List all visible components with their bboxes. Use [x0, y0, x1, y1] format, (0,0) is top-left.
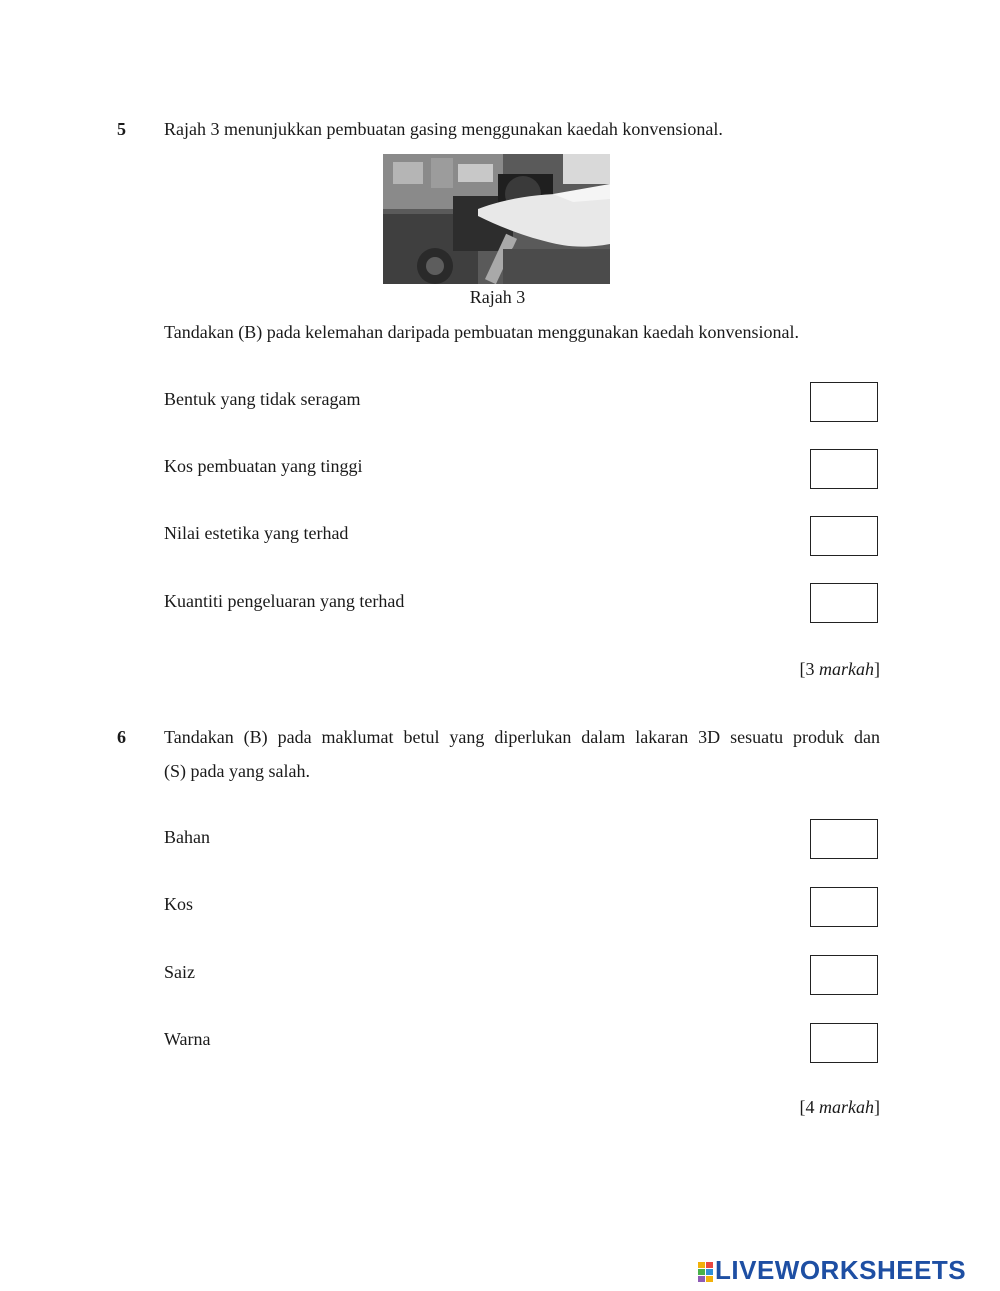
q6-answer-box-3[interactable]: [810, 955, 878, 995]
liveworksheets-logo-text: LIVEWORKSHEETS: [715, 1255, 967, 1285]
question-5-instruction: Tandakan (B) pada kelemahan daripada pembuatan menggunakan kaedah konvensional.: [164, 322, 799, 342]
q5-option-label: Nilai estetika yang terhad: [164, 523, 349, 543]
q6-answer-box-1[interactable]: [810, 819, 878, 859]
q5-answer-box-4[interactable]: [810, 583, 878, 623]
liveworksheets-logo: [698, 1255, 966, 1286]
lathe-photo-illustration: [383, 154, 610, 284]
question-6-marks: [4 markah]: [799, 1097, 880, 1117]
q6-option-label: Bahan: [164, 827, 210, 847]
question-5-prompt: Rajah 3 menunjukkan pembuatan gasing menggunakan kaedah konvensional.: [164, 119, 723, 139]
q5-answer-box-1[interactable]: [810, 382, 878, 422]
question-5-number: 5: [117, 119, 126, 139]
question-5-marks: [3 markah]: [799, 659, 880, 679]
q5-option-label: Kuantiti pengeluaran yang terhad: [164, 591, 405, 611]
question-6-prompt-line-2: (S) pada yang salah.: [164, 761, 310, 781]
q6-answer-box-4[interactable]: [810, 1023, 878, 1063]
figure-caption: Rajah 3: [469, 287, 526, 307]
q5-answer-box-3[interactable]: [810, 516, 878, 556]
q5-option-label: Bentuk yang tidak seragam: [164, 389, 361, 409]
q5-option-label: Kos pembuatan yang tinggi: [164, 456, 363, 476]
q6-answer-box-2[interactable]: [810, 887, 878, 927]
figure-rajah-3-photo: [383, 154, 610, 284]
q5-answer-box-2[interactable]: [810, 449, 878, 489]
question-6-number: 6: [117, 727, 126, 747]
q6-option-label: Saiz: [164, 962, 195, 982]
question-6-prompt-line-1: Tandakan (B) pada maklumat betul yang diperlukan dalam lakaran 3D sesuatu produk dan: [164, 727, 880, 747]
q6-option-label: Kos: [164, 894, 194, 914]
liveworksheets-logo-icon: [698, 1262, 713, 1282]
q6-option-label: Warna: [164, 1029, 211, 1049]
